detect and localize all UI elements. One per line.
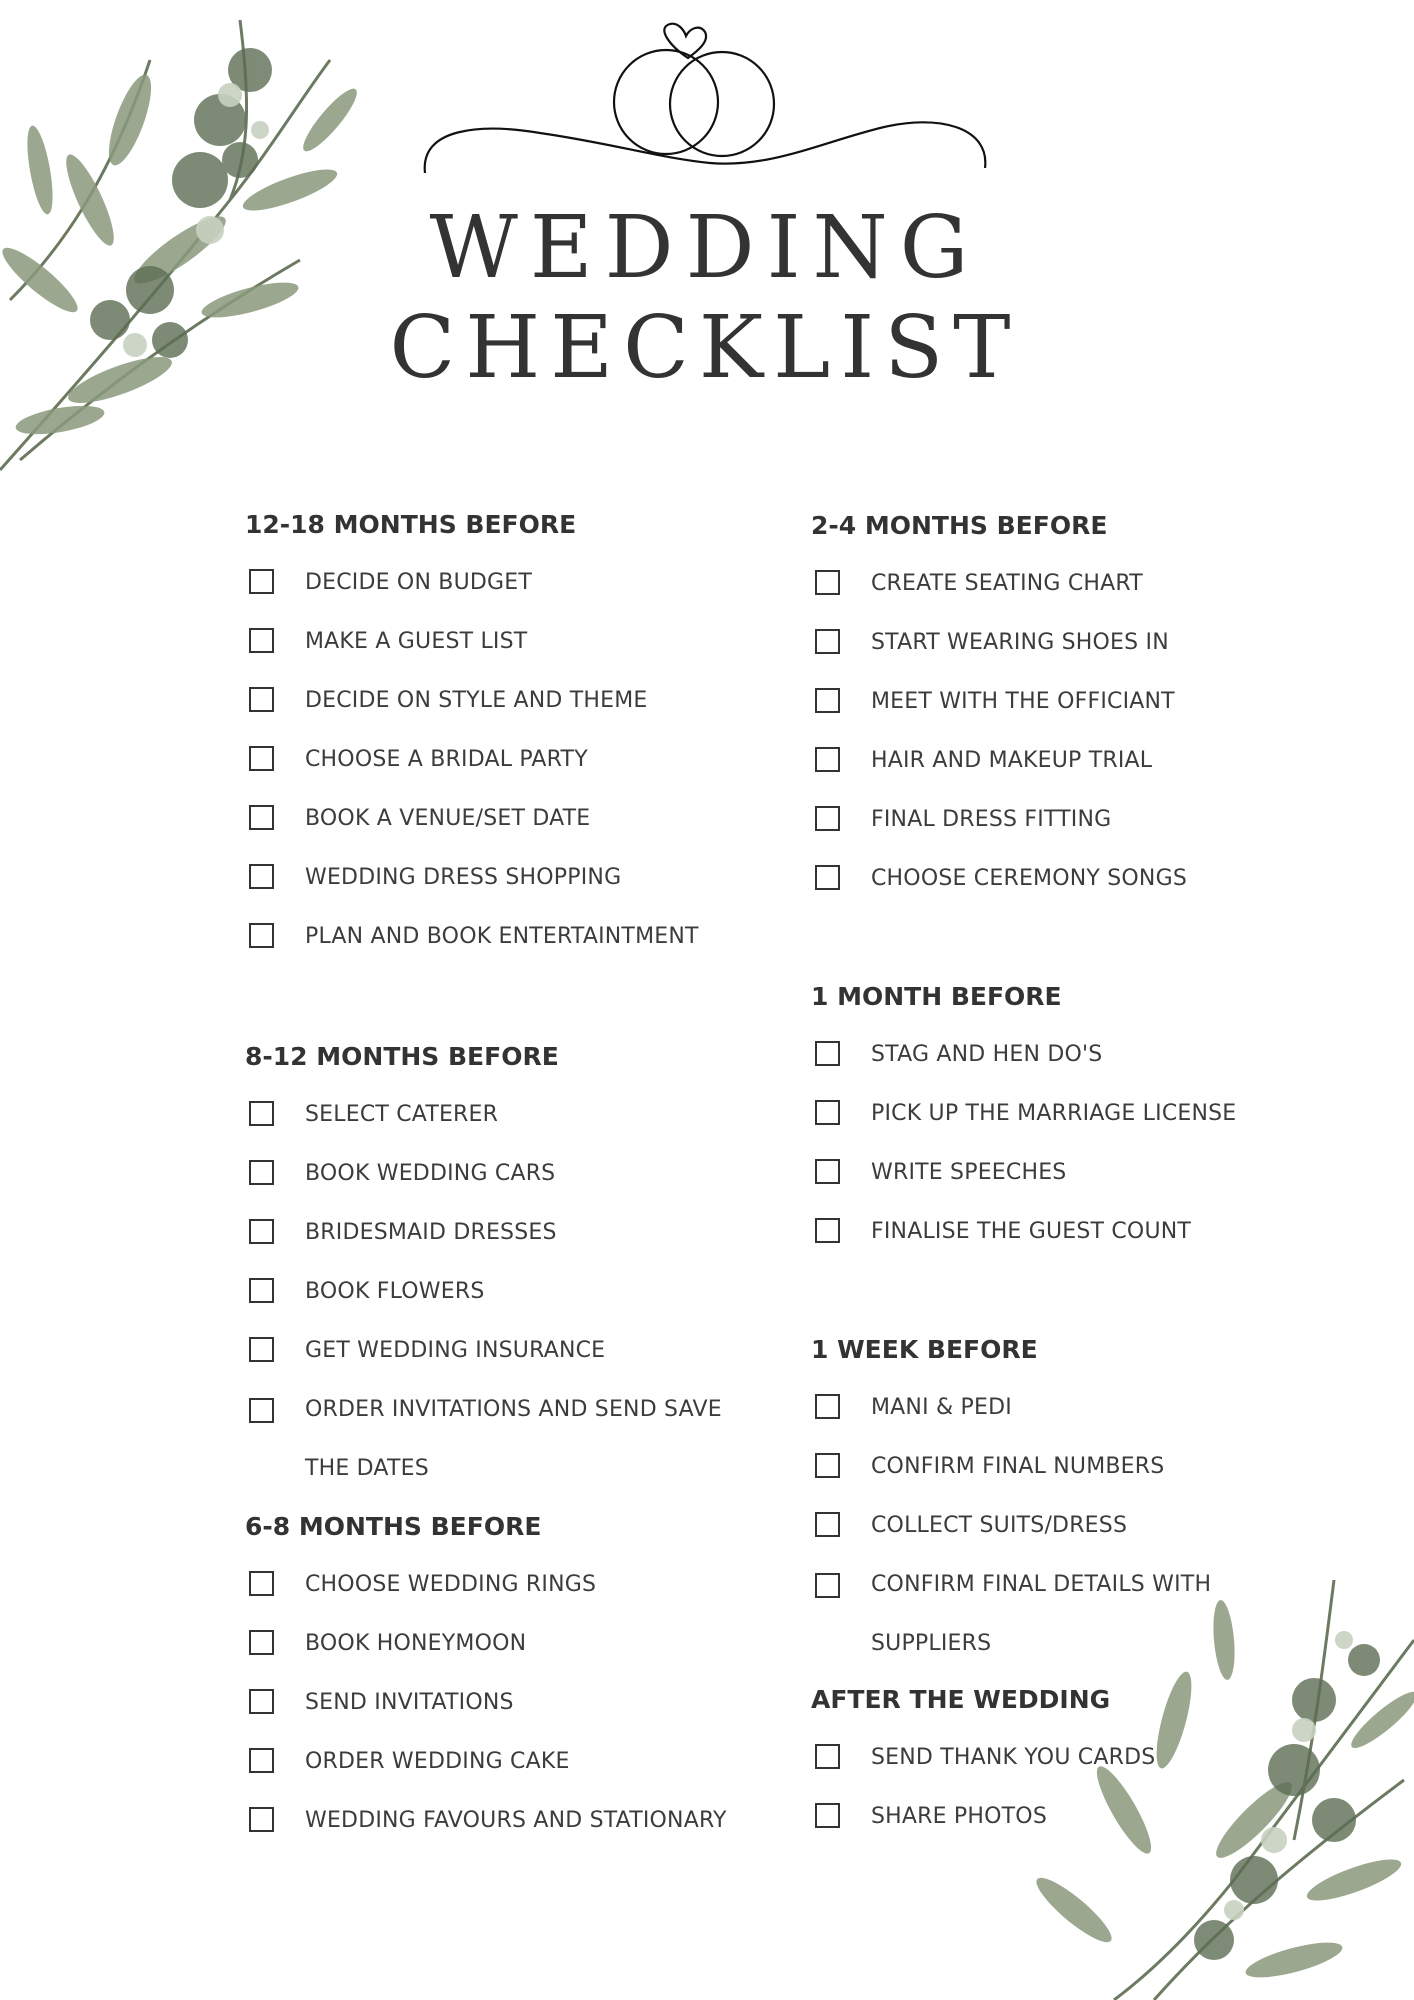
checkbox-icon[interactable]: [815, 1394, 840, 1419]
checklist-item[interactable]: [245, 907, 699, 966]
item-label: FINAL DRESS FITTING: [871, 807, 1112, 832]
item-label: CONFIRM FINAL NUMBERS: [871, 1454, 1165, 1479]
checkbox-icon[interactable]: [815, 1453, 840, 1478]
checkbox-icon[interactable]: [249, 805, 274, 830]
section-2-4-months: [811, 510, 1187, 908]
rings-heart-icon: [420, 18, 1000, 188]
checklist-item[interactable]: [811, 1555, 1311, 1673]
item-label: STAG AND HEN DO'S: [871, 1042, 1103, 1067]
item-label: PICK UP THE MARRIAGE LICENSE: [871, 1101, 1237, 1126]
checkbox-icon[interactable]: [815, 1159, 840, 1184]
checkbox-icon[interactable]: [249, 1219, 274, 1244]
item-label: ORDER WEDDING CAKE: [305, 1749, 570, 1774]
checkbox-icon[interactable]: [249, 687, 274, 712]
checklist-item[interactable]: [245, 1085, 745, 1144]
item-label: BOOK WEDDING CARS: [305, 1161, 556, 1186]
section-6-8-months: [245, 1511, 727, 1850]
checkbox-icon[interactable]: [815, 570, 840, 595]
checklist-item[interactable]: [245, 730, 699, 789]
item-label: CHOOSE CEREMONY SONGS: [871, 866, 1187, 891]
checkbox-icon[interactable]: [815, 1803, 840, 1828]
checkbox-icon[interactable]: [815, 688, 840, 713]
checklist-item[interactable]: [811, 613, 1187, 672]
item-label: CHOOSE A BRIDAL PARTY: [305, 747, 588, 772]
checkbox-icon[interactable]: [249, 746, 274, 771]
item-label: DECIDE ON BUDGET: [305, 570, 533, 595]
checklist-item[interactable]: [245, 1614, 727, 1673]
checklist-item[interactable]: [245, 612, 699, 671]
checkbox-icon[interactable]: [249, 864, 274, 889]
checkbox-icon[interactable]: [815, 1512, 840, 1537]
checklist-item[interactable]: [811, 1496, 1311, 1555]
checkbox-icon[interactable]: [249, 1571, 274, 1596]
checklist-item[interactable]: [245, 1321, 745, 1380]
checkbox-icon[interactable]: [815, 806, 840, 831]
checkbox-icon[interactable]: [815, 865, 840, 890]
checkbox-icon[interactable]: [249, 1689, 274, 1714]
section-heading: AFTER THE WEDDING: [811, 1685, 1111, 1714]
item-label: SHARE PHOTOS: [871, 1804, 1047, 1829]
checklist-item[interactable]: [811, 731, 1187, 790]
item-label: WEDDING DRESS SHOPPING: [305, 865, 622, 890]
checklist-item[interactable]: [811, 1787, 1155, 1846]
item-label: FINALISE THE GUEST COUNT: [871, 1219, 1192, 1244]
checklist-item[interactable]: [245, 553, 699, 612]
item-label: PLAN AND BOOK ENTERTAINTMENT: [305, 924, 699, 949]
section-heading: 12-18 MONTHS BEFORE: [245, 510, 577, 539]
checklist-item[interactable]: [245, 1673, 727, 1732]
item-label: ORDER INVITATIONS AND SEND SAVE THE DATES: [305, 1397, 722, 1481]
checklist-item[interactable]: [245, 789, 699, 848]
section-1-month: [811, 981, 1236, 1261]
title-line-2: CHECKLIST: [389, 298, 1021, 398]
checkbox-icon[interactable]: [815, 747, 840, 772]
item-label: BOOK FLOWERS: [305, 1279, 485, 1304]
item-label: WRITE SPEECHES: [871, 1160, 1067, 1185]
checkbox-icon[interactable]: [249, 1630, 274, 1655]
item-label: CONFIRM FINAL DETAILS WITH SUPPLIERS: [871, 1572, 1212, 1656]
checkbox-icon[interactable]: [249, 1398, 274, 1423]
checklist-item[interactable]: [245, 1144, 745, 1203]
checklist-item[interactable]: [811, 1084, 1236, 1143]
section-after-wedding: [811, 1684, 1155, 1846]
section-1-week: [811, 1334, 1311, 1673]
item-label: SEND INVITATIONS: [305, 1690, 514, 1715]
item-label: BOOK A VENUE/SET DATE: [305, 806, 591, 831]
checklist-item[interactable]: [811, 1437, 1311, 1496]
checkbox-icon[interactable]: [249, 1807, 274, 1832]
item-label: DECIDE ON STYLE AND THEME: [305, 688, 648, 713]
checklist-item[interactable]: [245, 1380, 745, 1498]
checklist-item[interactable]: [245, 1555, 727, 1614]
checkbox-icon[interactable]: [815, 1041, 840, 1066]
checklist-item[interactable]: [245, 671, 699, 730]
item-label: BRIDESMAID DRESSES: [305, 1220, 557, 1245]
section-heading: 2-4 MONTHS BEFORE: [811, 511, 1108, 540]
checkbox-icon[interactable]: [815, 629, 840, 654]
checklist-item[interactable]: [245, 848, 699, 907]
checklist-item[interactable]: [245, 1262, 745, 1321]
checklist-item[interactable]: [811, 1728, 1155, 1787]
checklist-item[interactable]: [811, 790, 1187, 849]
item-label: SELECT CATERER: [305, 1102, 499, 1127]
checkbox-icon[interactable]: [249, 1101, 274, 1126]
item-label: CREATE SEATING CHART: [871, 571, 1143, 596]
checklist-item[interactable]: [245, 1203, 745, 1262]
title-line-1: WEDDING: [429, 198, 981, 298]
checklist-item[interactable]: [245, 1791, 727, 1850]
checkbox-icon[interactable]: [249, 1337, 274, 1362]
checklist-item[interactable]: [811, 1143, 1236, 1202]
checklist-item[interactable]: [811, 672, 1187, 731]
checkbox-icon[interactable]: [249, 1160, 274, 1185]
checkbox-icon[interactable]: [249, 1278, 274, 1303]
item-label: START WEARING SHOES IN: [871, 630, 1169, 655]
checkbox-icon[interactable]: [249, 569, 274, 594]
checklist-item[interactable]: [811, 1025, 1236, 1084]
item-label: WEDDING FAVOURS AND STATIONARY: [305, 1808, 727, 1833]
checklist-item[interactable]: [245, 1732, 727, 1791]
checklist-item[interactable]: [811, 849, 1187, 908]
checkbox-icon[interactable]: [815, 1100, 840, 1125]
checkbox-icon[interactable]: [249, 628, 274, 653]
checkbox-icon[interactable]: [815, 1218, 840, 1243]
checkbox-icon[interactable]: [249, 923, 274, 948]
section-12-18-months: [245, 509, 699, 966]
section-8-12-months: [245, 1041, 745, 1498]
item-label: MAKE A GUEST LIST: [305, 629, 528, 654]
section-heading: 8-12 MONTHS BEFORE: [245, 1042, 559, 1071]
checklist-item[interactable]: [811, 1202, 1236, 1261]
item-label: MEET WITH THE OFFICIANT: [871, 689, 1175, 714]
item-label: BOOK HONEYMOON: [305, 1631, 527, 1656]
item-label: SEND THANK YOU CARDS: [871, 1745, 1156, 1770]
checkbox-icon[interactable]: [249, 1748, 274, 1773]
checkbox-icon[interactable]: [815, 1573, 840, 1598]
section-heading: 1 MONTH BEFORE: [811, 982, 1062, 1011]
item-label: CHOOSE WEDDING RINGS: [305, 1572, 597, 1597]
checklist-item[interactable]: [811, 554, 1187, 613]
section-heading: 1 WEEK BEFORE: [811, 1335, 1038, 1364]
item-label: GET WEDDING INSURANCE: [305, 1338, 606, 1363]
checklist-item[interactable]: [811, 1378, 1311, 1437]
section-heading: 6-8 MONTHS BEFORE: [245, 1512, 542, 1541]
item-label: COLLECT SUITS/DRESS: [871, 1513, 1128, 1538]
item-label: MANI & PEDI: [871, 1395, 1012, 1420]
checkbox-icon[interactable]: [815, 1744, 840, 1769]
item-label: HAIR AND MAKEUP TRIAL: [871, 748, 1153, 773]
